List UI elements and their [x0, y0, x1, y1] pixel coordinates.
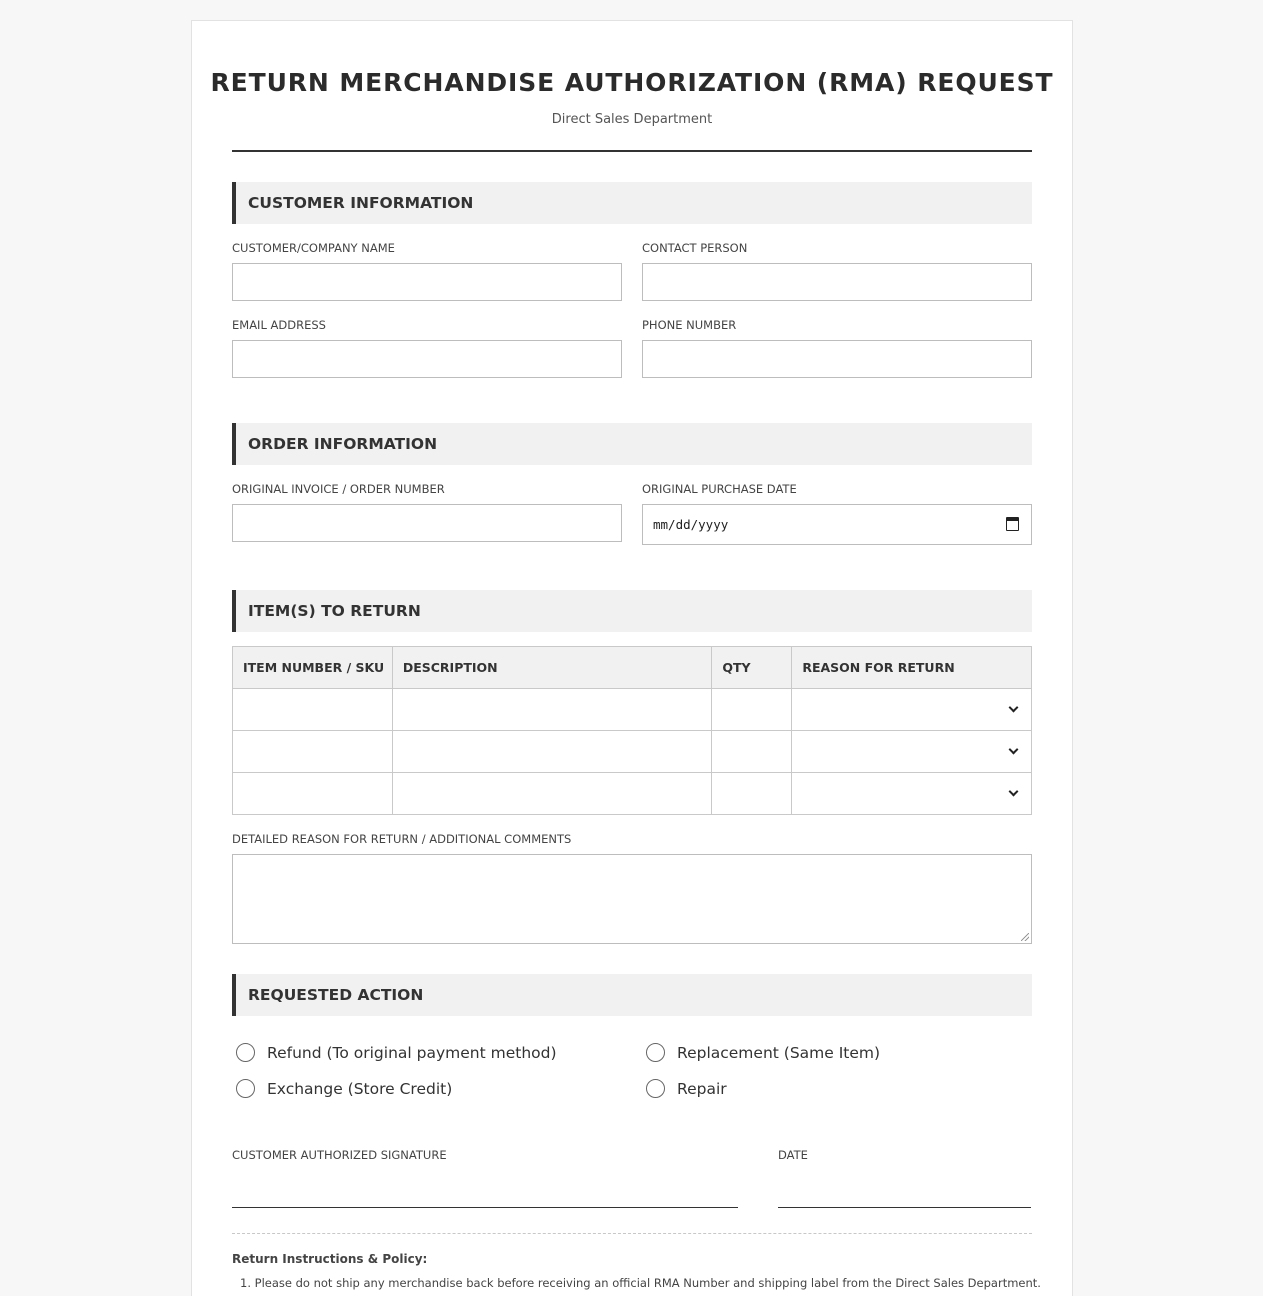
page-subtitle: Direct Sales Department — [551, 112, 713, 127]
page-title: RETURN MERCHANDISE AUTHORIZATION (RMA) REQUEST — [210, 68, 1054, 97]
column-header-description: DESCRIPTION — [392, 647, 712, 689]
comments-textarea[interactable] — [232, 854, 1032, 944]
sku-input[interactable] — [233, 689, 393, 731]
signature-date-label: DATE — [778, 1148, 808, 1162]
phone-number-label: PHONE NUMBER — [642, 318, 737, 332]
instructions-title: Return Instructions & Policy: — [232, 1252, 428, 1266]
table-row — [233, 773, 1032, 815]
reason-select[interactable] — [792, 689, 1032, 731]
signature-date-line[interactable] — [778, 1207, 1031, 1208]
chevron-down-icon — [1009, 703, 1019, 713]
radio-option-exchange[interactable] — [236, 1079, 452, 1098]
column-header-sku: ITEM NUMBER / SKU — [233, 647, 393, 689]
radio-option-repair[interactable] — [646, 1079, 727, 1098]
calendar-icon[interactable] — [1006, 517, 1019, 531]
contact-person-input[interactable] — [642, 263, 1032, 301]
purchase-date-label: ORIGINAL PURCHASE DATE — [642, 482, 797, 496]
qty-input[interactable] — [712, 731, 792, 773]
qty-input[interactable] — [712, 689, 792, 731]
rma-form-sheet — [191, 20, 1073, 1296]
phone-number-input[interactable] — [642, 340, 1032, 378]
table-header-row — [233, 647, 1032, 689]
email-address-label: EMAIL ADDRESS — [232, 318, 326, 332]
reason-select[interactable] — [792, 731, 1032, 773]
reason-select[interactable] — [792, 773, 1032, 815]
company-name-label: CUSTOMER/COMPANY NAME — [232, 241, 395, 255]
radio-option-replacement[interactable] — [646, 1043, 880, 1062]
qty-input[interactable] — [712, 773, 792, 815]
description-input[interactable] — [392, 689, 712, 731]
sku-input[interactable] — [233, 731, 393, 773]
radio-label: Repair — [677, 1079, 727, 1098]
table-row — [233, 731, 1032, 773]
section-title: REQUESTED ACTION — [248, 986, 424, 1004]
date-placeholder: mm/dd/yyyy — [653, 517, 729, 532]
signature-line[interactable] — [232, 1207, 738, 1208]
sku-input[interactable] — [233, 773, 393, 815]
section-header-customer — [232, 182, 1032, 224]
section-title: ORDER INFORMATION — [248, 435, 438, 453]
title-divider — [232, 150, 1032, 152]
column-header-reason: REASON FOR RETURN — [792, 647, 1032, 689]
radio-option-refund[interactable] — [236, 1043, 557, 1062]
description-input[interactable] — [392, 731, 712, 773]
description-input[interactable] — [392, 773, 712, 815]
radio-label: Replacement (Same Item) — [677, 1043, 881, 1062]
purchase-date-input[interactable] — [642, 504, 1032, 545]
comments-label: DETAILED REASON FOR RETURN / ADDITIONAL COMMENTS — [232, 832, 572, 846]
instruction-item: 1. Please do not ship any merchandise back before receiving an official RMA Number and shipping label from the Direct Sales Department. — [240, 1276, 1041, 1290]
section-header-order — [232, 423, 1032, 465]
section-title: CUSTOMER INFORMATION — [248, 194, 474, 212]
radio-button[interactable] — [646, 1079, 665, 1098]
table-row — [233, 689, 1032, 731]
radio-button[interactable] — [236, 1043, 255, 1062]
section-header-items — [232, 590, 1032, 632]
chevron-down-icon — [1009, 787, 1019, 797]
signature-label: CUSTOMER AUTHORIZED SIGNATURE — [232, 1148, 447, 1162]
company-name-input[interactable] — [232, 263, 622, 301]
invoice-number-label: ORIGINAL INVOICE / ORDER NUMBER — [232, 482, 445, 496]
radio-button[interactable] — [646, 1043, 665, 1062]
radio-label: Exchange (Store Credit) — [267, 1079, 453, 1098]
radio-label: Refund (To original payment method) — [267, 1043, 557, 1062]
chevron-down-icon — [1009, 745, 1019, 755]
section-title: ITEM(S) TO RETURN — [248, 602, 421, 620]
invoice-number-input[interactable] — [232, 504, 622, 542]
resize-handle-icon[interactable] — [1021, 933, 1029, 941]
items-table — [232, 646, 1032, 815]
column-header-qty: QTY — [712, 647, 792, 689]
email-address-input[interactable] — [232, 340, 622, 378]
contact-person-label: CONTACT PERSON — [642, 241, 748, 255]
instructions-divider — [232, 1233, 1032, 1234]
section-header-action — [232, 974, 1032, 1016]
radio-button[interactable] — [236, 1079, 255, 1098]
